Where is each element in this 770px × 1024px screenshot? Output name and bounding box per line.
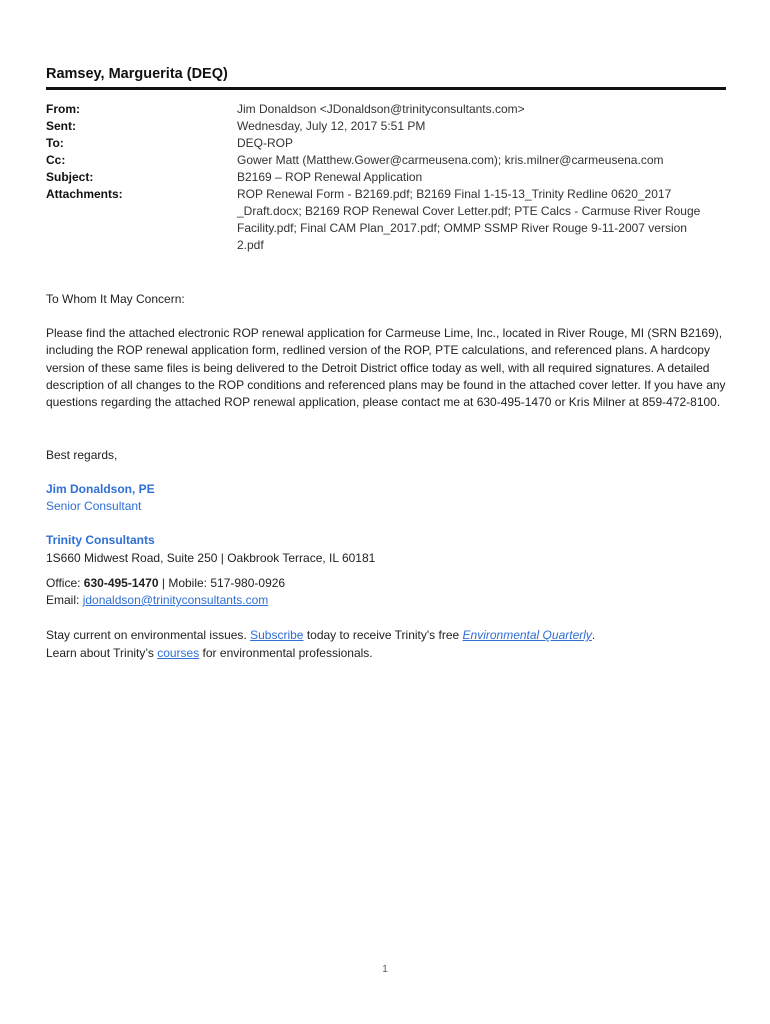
from-row (46, 101, 726, 118)
signature-phones (46, 575, 736, 592)
stay-middle: today to receive Trinity's free (303, 628, 463, 642)
mailbox-owner-name: Ramsey, Marguerita (DEQ) (46, 66, 228, 82)
to-value: DEQ-ROP (237, 136, 294, 150)
body-paragraph: Please find the attached electronic ROP renewal application for Carmeuse Lime, Inc., located in River Rouge, MI (SRN B2169), including the ROP renewal application form, redlined version of the ROP, PTE calculations, and referenced plans. A hardcopy version of these same files is being delivered to the Detroit District office today as well, with all required signatures. A detailed description of all changes to the ROP conditions and referenced plans may be found in the attached cover letter. If you have any questions regarding the attached ROP renewal application, please contact me at 630-495-1470 or Kris Milner at 859-472-8100. (46, 326, 726, 410)
mobile-number: 517-980-0926 (210, 576, 286, 590)
sent-value: Wednesday, July 12, 2017 5:51 PM (237, 119, 426, 133)
cc-row (46, 152, 726, 169)
subject-row (46, 169, 726, 186)
learn-suffix: for environmental professionals. (199, 646, 373, 660)
email-label: Email: (46, 593, 83, 607)
page-number: 1 (382, 964, 388, 975)
courses-link[interactable]: courses (157, 646, 200, 660)
attachments-row (46, 186, 726, 254)
closing: Best regards, (46, 448, 118, 462)
signature-title: Senior Consultant (46, 499, 142, 513)
office-number: 630-495-1470 (83, 576, 159, 590)
learn-prefix: Learn about Trinity’s (46, 646, 158, 660)
signature-name: Jim Donaldson, PE (46, 482, 155, 496)
from-label: From: (46, 102, 80, 116)
signature-email-line (46, 592, 736, 609)
email-metadata (46, 101, 726, 254)
stay-prefix: Stay current on environmental issues. (46, 628, 251, 642)
email-link[interactable]: jdonaldson@trinityconsultants.com (82, 593, 269, 607)
cc-label: Cc: (46, 153, 66, 167)
to-row (46, 135, 726, 152)
page-header (46, 64, 726, 90)
subject-label: Subject: (46, 170, 94, 184)
from-value: Jim Donaldson <JDonaldson@trinityconsultants.com> (237, 102, 525, 116)
courses-line (46, 645, 736, 662)
sent-label: Sent: (46, 119, 76, 133)
sent-row (46, 118, 726, 135)
phone-separator: | (158, 576, 169, 590)
subscribe-link[interactable]: Subscribe (250, 628, 304, 642)
office-label: Office: (46, 576, 84, 590)
header-divider (46, 87, 726, 90)
subscribe-line (46, 627, 736, 644)
to-label: To: (46, 136, 64, 150)
newsletter-link[interactable]: Environmental Quarterly (462, 628, 592, 642)
attachments-value[interactable]: ROP Renewal Form - B2169.pdf; B2169 Final 1-15-13_Trinity Redline 0620_2017 _Draft.docx; B2169 ROP Renewal Cover Letter.pdf; PTE Calcs - Carmuse River Rouge Facility.pdf; Final CAM Plan_2017.pdf; OMMP SSMP River Rouge 9-11-2007 version 2.pdf (237, 187, 701, 252)
signature-company: Trinity Consultants (46, 533, 155, 547)
mobile-label: Mobile: (168, 576, 211, 590)
attachments-label: Attachments: (46, 187, 123, 201)
subject-value: B2169 – ROP Renewal Application (237, 170, 423, 184)
stay-suffix: . (591, 628, 596, 642)
signature-address: 1S660 Midwest Road, Suite 250 | Oakbrook Terrace, IL 60181 (46, 551, 376, 565)
cc-value: Gower Matt (Matthew.Gower@carmeusena.com); kris.milner@carmeusena.com (237, 153, 664, 167)
greeting: To Whom It May Concern: (46, 292, 185, 306)
